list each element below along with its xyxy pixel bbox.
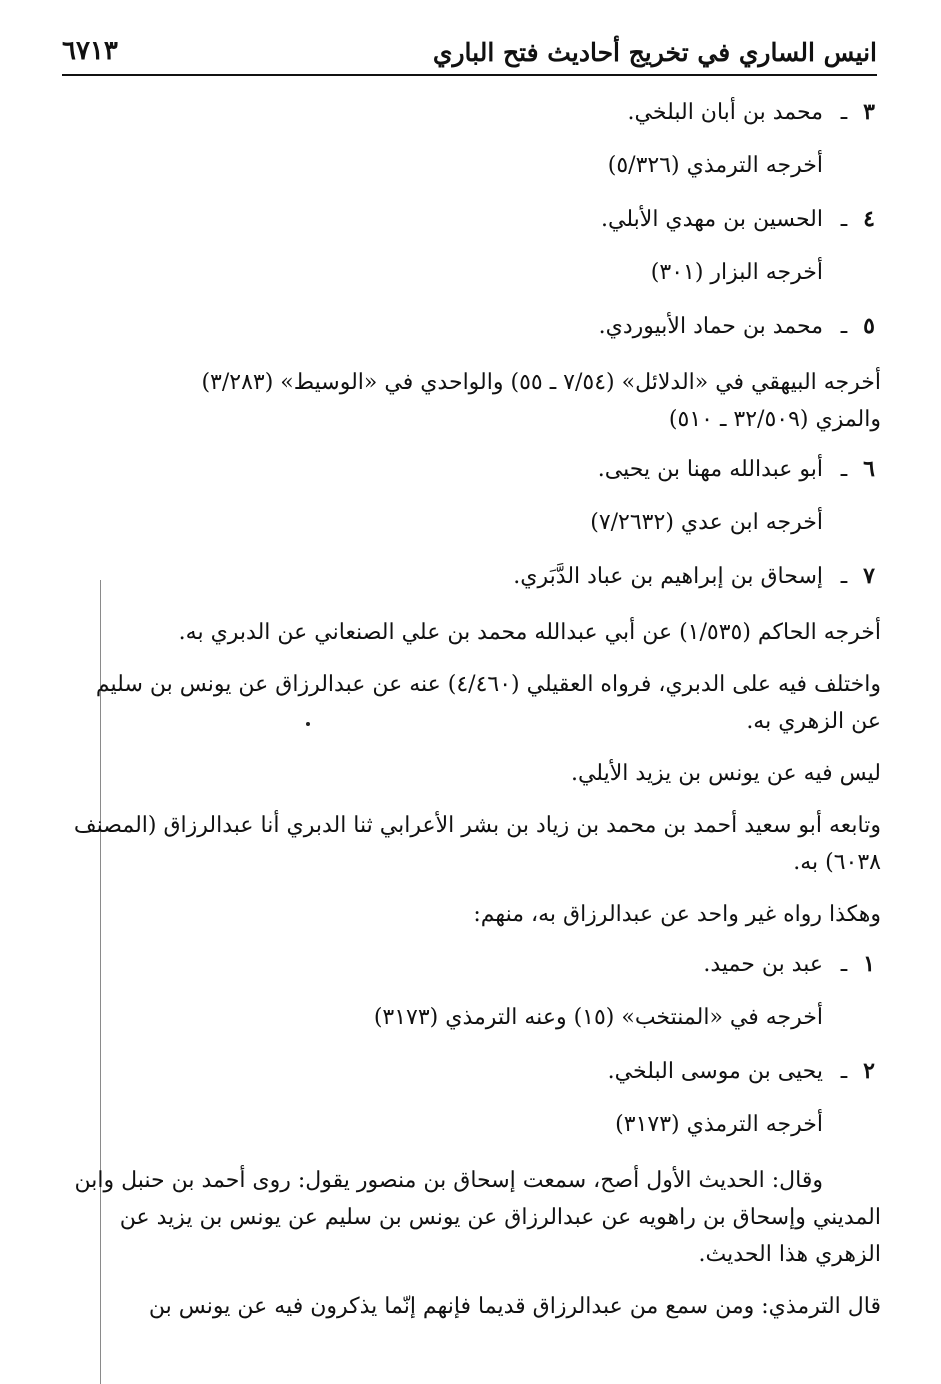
narrator-name: عبد بن حميد. <box>703 952 823 977</box>
paragraph: قال الترمذي: ومن سمع من عبدالرزاق قديما فإنهم إنّما يذكرون فيه عن يونس بن <box>148 1294 881 1319</box>
item-dash: ـ <box>840 100 848 125</box>
item-dash: ـ <box>840 207 848 232</box>
citation-line: أخرجه في «المنتخب» (١٥) وعنه الترمذي (٣١٧٣) <box>373 1005 823 1030</box>
narrator-name: يحيى بن موسى البلخي. <box>607 1059 823 1084</box>
item-number: ٤ <box>863 206 875 232</box>
paragraph: واختلف فيه على الدبري، فرواه العقيلي (٤/٤٦٠) عنه عن عبدالرزاق عن يونس بن سليم عن الزهري به. <box>95 672 881 734</box>
list-item <box>66 310 881 343</box>
item-number: ٣ <box>863 99 875 125</box>
list-item <box>66 203 881 236</box>
citation-line: أخرجه البيهقي في «الدلائل» (٧/٥٤ ـ ٥٥) والواحدي في «الوسيط» (٣/٢٨٣) <box>201 370 881 395</box>
page-number: ٦٧١٣ <box>62 36 118 66</box>
page-header <box>62 32 877 72</box>
citation-line: أخرجه البزار (٣٠١) <box>650 260 823 285</box>
citation-line: أخرجه الترمذي (٣١٧٣) <box>615 1112 823 1137</box>
paragraph: أخرجه الحاكم (١/٥٣٥) عن أبي عبدالله محمد بن علي الصنعاني عن الدبري به. <box>178 620 881 645</box>
citation-line: والمزي (٣٢/٥٠٩ ـ ٥١٠) <box>668 407 881 432</box>
list-item <box>66 453 881 486</box>
item-dash: ـ <box>840 314 848 339</box>
header-rule <box>62 74 877 76</box>
list-item <box>66 96 881 129</box>
narrator-name: إسحاق بن إبراهيم بن عباد الدَّبَري. <box>513 564 823 589</box>
item-number: ٧ <box>863 563 875 589</box>
main-text <box>66 96 881 1340</box>
narrator-name: أبو عبدالله مهنا بن يحيى. <box>597 457 823 482</box>
item-dash: ـ <box>840 1059 848 1084</box>
citation-line: أخرجه ابن عدي (٧/٢٦٣٢) <box>590 510 823 535</box>
citation-line: أخرجه الترمذي (٥/٣٢٦) <box>607 153 823 178</box>
item-dash: ـ <box>840 457 848 482</box>
list-item <box>66 1055 881 1088</box>
narrator-name: الحسين بن مهدي الأبلي. <box>601 207 823 232</box>
narrator-name: محمد بن حماد الأبيوردي. <box>598 314 823 339</box>
item-number: ١ <box>863 951 875 977</box>
narrator-name: محمد بن أبان البلخي. <box>627 100 823 125</box>
item-number: ٥ <box>863 313 875 339</box>
paragraph: وقال: الحديث الأول أصح، سمعت إسحاق بن منصور يقول: روى أحمد بن حنبل وابن المديني وإسحاق بن راهويه عن عبدالرزاق عن يونس بن سليم عن يونس بن يزيد عن الزهري هذا الحديث. <box>74 1168 881 1267</box>
list-item <box>66 560 881 593</box>
citation-block <box>66 364 881 438</box>
item-number: ٢ <box>863 1058 875 1084</box>
item-dash: ـ <box>840 952 848 977</box>
list-item <box>66 948 881 981</box>
item-number: ٦ <box>863 456 875 482</box>
running-title: انيس الساري في تخريج أحاديث فتح الباري <box>432 38 877 67</box>
paragraph: وتابعه أبو سعيد أحمد بن محمد بن زياد بن بشر الأعرابي ثنا الدبري أنا عبدالرزاق (المصنف ٦٠٣٨) به. <box>73 813 881 875</box>
paragraph: ليس فيه عن يونس بن يزيد الأيلي. <box>570 761 881 786</box>
item-dash: ـ <box>840 564 848 589</box>
paragraph: وهكذا رواه غير واحد عن عبدالرزاق به، منهم: <box>473 902 881 927</box>
